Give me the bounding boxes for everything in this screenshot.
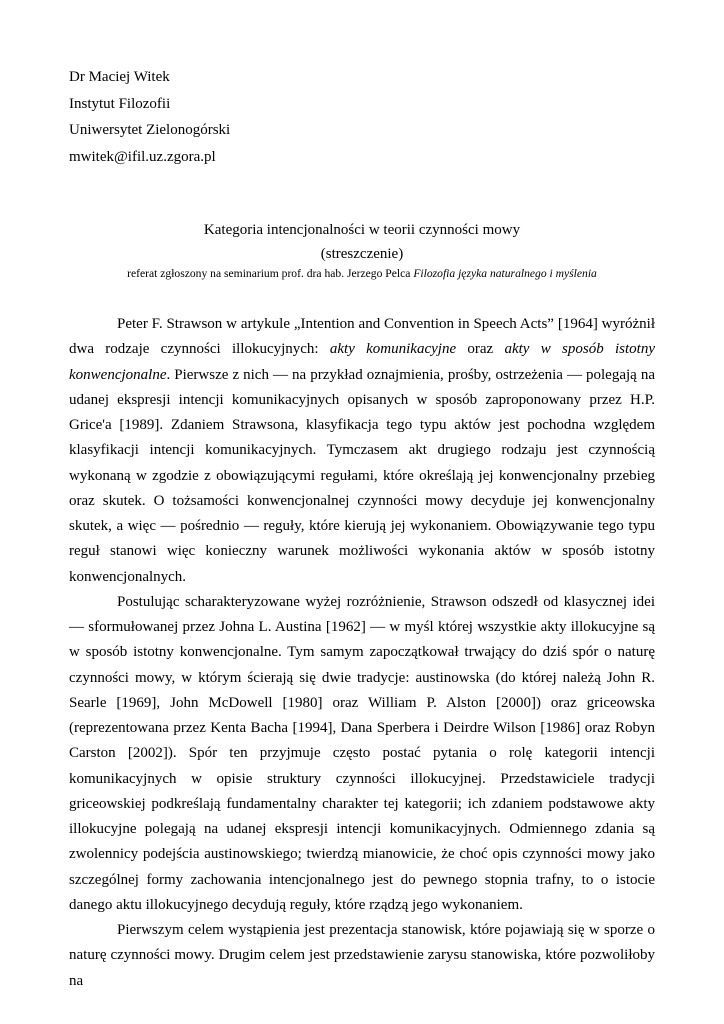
paragraph-3-clip (69, 918, 655, 989)
author-email: mwitek@ifil.uz.zgora.pl (69, 148, 216, 165)
document-title: Kategoria intencjonalności w teorii czynności mowy (203, 222, 521, 238)
paragraph-1-text-c: . Pierwsze z nich — na przykład oznajmienia, prośby, ostrzeżenia — polegają na udanej ekspresji intencji komunikacyjnych opisanych w sposób zaproponowany przez H.P. Grice'a [1989]. Zdaniem Strawsona, klasyfikacja tego typu aktów jest pochodna względem klasyfikacji intencji komunikacyjnych. Tymczasem akt drugiego rodzaju jest czynnością wykonaną w zgodzie z obowiązującymi regułami, które określają jej konwencjonalny przebieg oraz skutek. O tożsamości konwencjonalnej czynności mowy decyduje jej konwencjonalny skutek, a więc — pośrednio — reguły, które kierują jej wykonaniem. Obowiązywanie tego typu reguł stanowi więc konieczny warunek możliwości wykonania aktów w sposób istotny konwencjonalnych. (69, 366, 655, 585)
term-conventional-acts: akty w sposób istotny konwencjonalne (69, 341, 655, 383)
term-communicative-acts: akty komunikacyjne (329, 341, 457, 358)
seminar-note (0, 266, 724, 282)
author-university: Uniwersytet Zielonogórski (69, 122, 231, 138)
body-text (69, 312, 655, 989)
seminar-title: Filozofia języka naturalnego i myślenia (413, 267, 597, 280)
author-institute: Instytut Filozofii (69, 95, 171, 112)
paragraph-2: Postulując scharakteryzowane wyżej rozróżnienie, Strawson odszedł od klasycznej idei — sformułowanej przez Johna L. Austina [1962] — w myśl której wszystkie akty illokucyjne są w sposób istotny konwencjonalne. Tym samym zapoczątkował trwający do dziś spór o naturę czynności mowy, w którym ścierają się dwie tradycje: austinowska (do której należą John R. Searle [1969], John McDowell [1980] oraz William P. Alston [2000]) oraz griceowska (reprezentowana przez Kenta Bacha [1994], Dana Sperbera i Deirdre Wilson [1986] oraz Robyn Carston [2002]). Spór ten przyjmuje często postać pytania o rolę kategorii intencji komunikacyjnych w opisie struktury czynności illokucyjnej. Przedstawiciele tradycji griceowskiej podkreślają fundamentalny charakter tej kategorii; ich zdaniem podstawowe akty illokucyjne polegają na udanej ekspresji intencji komunikacyjnych. Odmiennego zdania są zwolennicy podejścia austinowskiego; twierdzą mianowicie, że choć opis czynności mowy jako szczególnej formy zachowania intencjonalnego jest do pewnego stopnia trafny, to o istocie danego aktu illokucyjnego decydują reguły, które rządzą jego wykonaniem. (69, 593, 655, 913)
author-info (69, 64, 230, 170)
paragraph-3: Pierwszym celem wystąpienia jest prezentacja stanowisk, które pojawiają się w sporze o naturę czynności mowy. Drugim celem jest przedstawienie zarysu stanowiska, które pozwoliłoby na (69, 922, 655, 989)
paragraph-1-text-a: Peter F. Strawson w artykule „Intention and Convention in Speech Acts” [1964] wyróżnił dwa rodzaje czynności illokucyjnych: (69, 316, 655, 358)
seminar-note-text: referat zgłoszony na seminarium prof. dra hab. Jerzego Pelca (127, 267, 414, 280)
title-block (0, 218, 724, 282)
document-subtitle: (streszczenie) (320, 246, 404, 262)
paragraph-1-text-b: oraz (456, 341, 505, 358)
author-name: Dr Maciej Witek (69, 69, 170, 85)
paragraph-1 (69, 312, 655, 590)
